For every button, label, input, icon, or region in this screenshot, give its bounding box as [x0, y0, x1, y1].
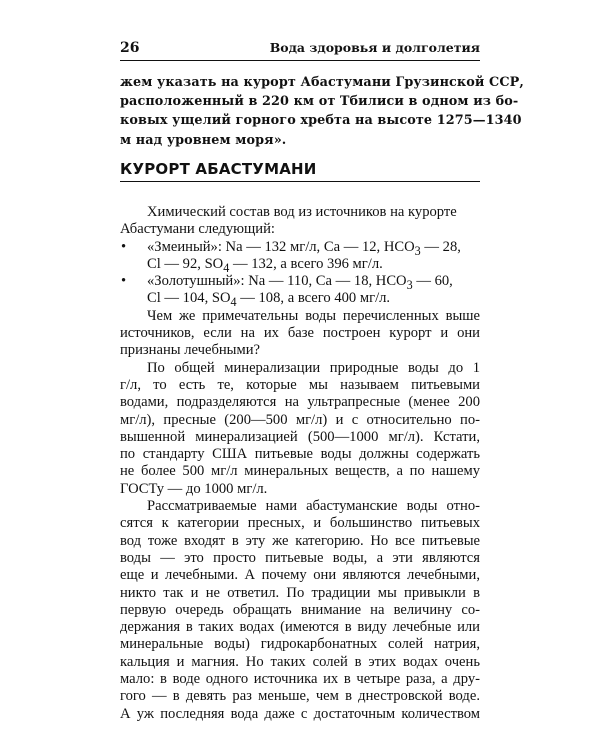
paragraph-line: Рассматриваемые нами абастуманские воды отно-	[147, 498, 480, 515]
paragraph-line: первую очередь обращать внимание на величину со-	[120, 601, 480, 618]
paragraph-line: вышенной минерализацией (500—1000 мг/л). Кстати,	[120, 428, 480, 445]
paragraph-line: гого — в девять раз меньше, чем в днестровской воде.	[120, 688, 480, 705]
composition-intro: Химический состав вод из источников на курорте	[147, 204, 457, 220]
intro-line: м над уровнем моря».	[120, 132, 287, 148]
bullet-icon: •	[121, 273, 127, 290]
paragraph-line: не более 500 мг/л минеральных веществ, а по нашему	[120, 463, 480, 480]
paragraph-line: мг/л), пресные (200—500 мг/л) и с относительно по-	[120, 411, 480, 428]
intro-quote	[120, 73, 524, 150]
bullet-zmeiny: • «Змеиный»: Na — 132 мг/л, Ca — 12, $HCO_3$ — 28,	[121, 238, 461, 258]
paragraph-line: минеральные воды) гидрокарбонатных солей натрия,	[120, 636, 480, 653]
paragraph-line: признаны лечебными?	[120, 342, 261, 359]
paragraph-line: водами, подразделяются на ультрапресные (менее 200	[120, 394, 480, 411]
intro-line: расположенный в 220 км от Тбилиси в одном из бо-	[120, 94, 519, 110]
header-rule	[120, 60, 480, 61]
bullet-zmeiny-cont: Cl — 92, $SO_4$ — 132, а всего 396 мг/л.	[147, 255, 383, 275]
paragraph-line: держания в таких водах (имеются в виду лечебные или	[120, 619, 480, 636]
paragraph-line: никто так и не ответил. По традиции мы привыкли в	[120, 584, 480, 601]
paragraph-line: воды — это просто питьевые воды, а эти являются	[120, 549, 480, 566]
bullet-zolotushny: • «Золотушный»: Na — 110, Ca — 18, $HCO_3$ — 60,	[121, 273, 453, 293]
paragraph-line: По общей минерализации природные воды до 1	[147, 359, 480, 376]
composition-intro: Абастумани следующий:	[120, 221, 275, 238]
paragraph-line: г/л, то есть те, которые мы называем питьевыми	[120, 376, 480, 393]
intro-line: ковых ущелий горного хребта на высоте 1275—1340	[120, 113, 522, 129]
paragraph-line: по стандарту США питьевые воды должны содержать	[120, 446, 480, 463]
paragraph-line: Чем же примечательны воды перечисленных выше	[147, 307, 480, 324]
paragraph-line: вод тоже входят в эту же категорию. Но все питьевые	[120, 532, 480, 549]
paragraph-line: источников, если на их базе построен курорт и они	[120, 325, 480, 342]
page-number: 26	[120, 40, 140, 56]
running-title: Вода здоровья и долголетия	[269, 40, 480, 55]
paragraph-line: ГОСТу — до 1000 мг/л.	[120, 480, 268, 497]
running-header	[120, 40, 480, 62]
section-title: КУРОРТ АБАСТУМАНИ	[120, 160, 317, 178]
paragraph-line: мало: в воде одного источника их в четыре раза, а дру-	[120, 671, 480, 688]
bullet-icon: •	[121, 238, 127, 255]
paragraph-line: А уж последняя вода даже с достаточным количеством	[120, 705, 480, 722]
paragraph-line: кальция и магния. Но таких солей в этих водах очень	[120, 653, 480, 670]
paragraph-line: сятся к категории пресных, и большинство питьевых	[120, 515, 480, 532]
section-rule	[120, 181, 480, 182]
body-text	[120, 204, 480, 723]
intro-line: жем указать на курорт Абастумани Грузинской ССР,	[120, 75, 524, 90]
bullet-zolotushny-cont: Cl — 104, $SO_4$ — 108, а всего 400 мг/л.	[147, 290, 391, 310]
paragraph-line: еще и лечебными. А почему они являются лечебными,	[120, 567, 480, 584]
